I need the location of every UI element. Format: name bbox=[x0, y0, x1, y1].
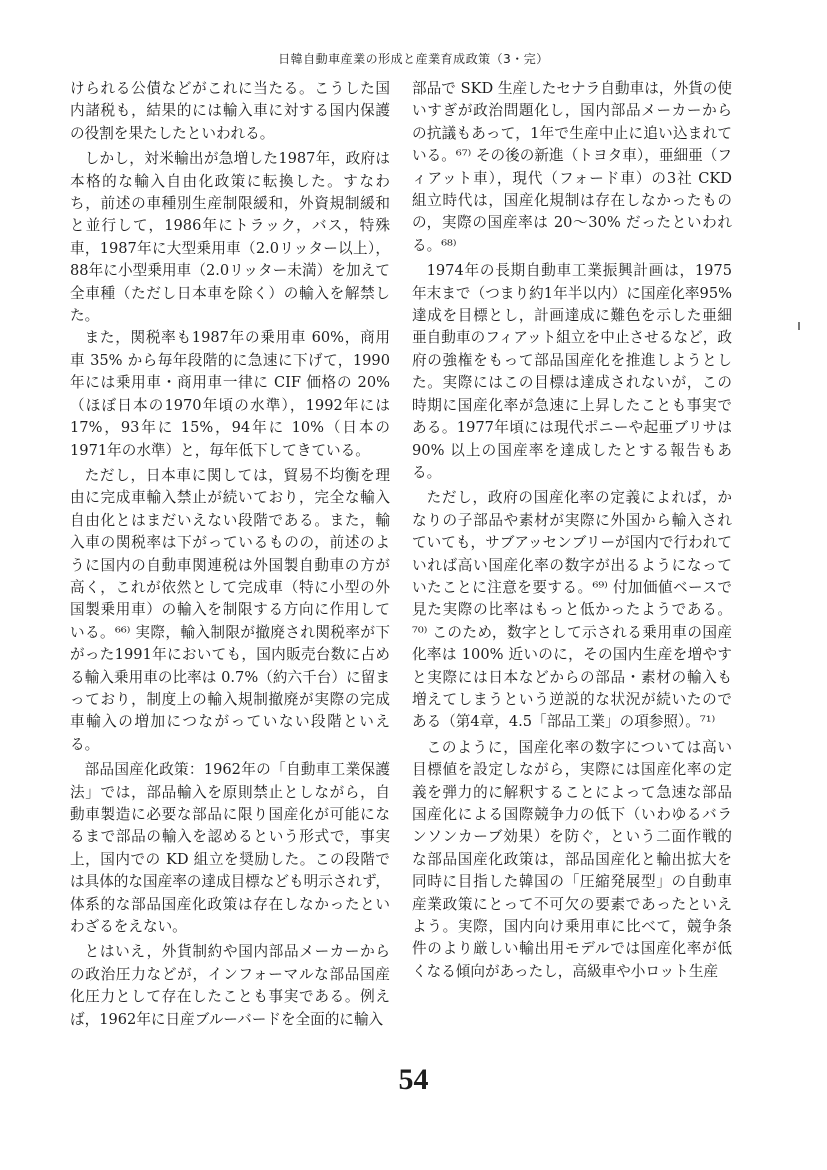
paragraph: とはいえ，外貨制約や国内部品メーカーからの政治圧力などが，インフォーマルな部品国産化圧力として存在したことも事実である。例えば，1962年に日産ブルーバードを全面的に輸入 bbox=[70, 943, 390, 1028]
paragraph: 1974年の長期自動車工業振興計画は，1975年末まで（つまり約1年半以内）に国産化率95%達成を目標とし，計画達成に難色を示した亜細亜自動車のフィアット組立を中止させるなど，政府の強権をもって部品国産化を推進しようとした。実際にはこの目標は達成されないが，この時期に国産化率が急速に上昇したことも事実である。1977年頃には現代ポニーや起亜ブリサは90% 以上の国産率を達成したとする報告もある。 bbox=[412, 262, 732, 481]
running-head: 日韓自動車産業の形成と産業育成政策（3・完） bbox=[278, 52, 549, 66]
paragraph: ただし，日本車に関しては，貿易不均衡を理由に完成車輸入禁止が続いており，完全な輸入自由化とはまだいえない段階である。また，輸入車の関税率は下がっているものの，前述のように国内の自動車関連税は外国製自動車の方が高く，これが依然として完成車（特に小型の外国製乗用車）の輸入を制限する方向に作用している。⁶⁶⁾ 実際，輸入制限が撤廃され関税率が下がった1991年においても，国内販売台数に占める輸入乗用車の比率は 0.7%（約六千台）に留まっており，制度上の輸入規制撤廃が実際の完成車輸入の増加につながっていない段階といえる。 bbox=[70, 466, 390, 753]
paragraph: 部品で SKD 生産したセナラ自動車は，外貨の使いすぎが政治問題化し，国内部品メーカーからの抗議もあって，1年で生産中止に追い込まれている。⁶⁷⁾ その後の新進（トヨタ車），亜細亜（フィアット車），現代（フォード車）の3社 CKD 組立時代は，国産化規制は存在しなかったものの，実際の国産率は 20～30% だったといわれる。⁶⁸⁾ bbox=[412, 80, 732, 254]
right-column bbox=[412, 78, 732, 983]
paragraph: ただし，政府の国産化率の定義によれば，かなりの子部品や素材が実際に外国から輸入されていても，サブアッセンブリーが国内で行われていれば高い国産化率の数字が出るようになっていたことに注意を要する。⁶⁹⁾ 付加価値ベースで見た実際の比率はもっと低かったようである。⁷⁰⁾ このため，数字として示される乗用車の国産化率は 100% 近いのに，その国内生産を増やすと実際には日本などからの部品・素材の輸入も増えてしまうという逆説的な状況が続いたのである（第4章，4.5「部品工業」の項参照）。⁷¹⁾ bbox=[412, 489, 732, 731]
left-column bbox=[70, 78, 390, 1031]
paragraph: このように，国産化率の数字については高い目標値を設定しながら，実際には国産化率の定義を弾力的に解釈することによって急速な部品国産化による国際競争力の低下（いわゆるバランソンカーブ効果）を防ぐ，という二面作戦的な部品国産化政策は，部品国産化と輸出拡大を同時に目指した韓国の「圧縮発展型」の自動車産業政策にとって不可欠の要素であったといえよう。実際，国内向け乗用車に比べて，競争条件のより厳しい輸出用モデルでは国産化率が低くなる傾向があったし，高級車や小ロット生産 bbox=[412, 738, 732, 980]
page-number: 54 bbox=[398, 1063, 429, 1096]
paragraph: しかし，対米輸出が急増した1987年，政府は本格的な輸入自由化政策に転換した。すなわち，前述の車種別生産制限緩和，外資規制緩和と並行して，1986年にトラック，バス，特殊車，1987年に大型乗用車（2.0リッター以上），88年に小型乗用車（2.0リッター未満）を加えて全車種（ただし日本車を除く）の輸入を解禁した。 bbox=[70, 150, 390, 325]
paragraph: けられる公債などがこれに当たる。こうした国内諸税も，結果的には輸入車に対する国内保護の役割を果たしたといわれる。 bbox=[70, 80, 390, 142]
paragraph: 部品国産化政策：1962年の「自動車工業保護法」では，部品輸入を原則禁止としながら，自動車製造に必要な部品に限り国産化が可能になるまで部品の輸入を認めるという形式で，事実上，国内での KD 組立を奨励した。この段階では具体的な国産率の達成目標なども明示されず，体系的な部品国産化政策は存在しなかったといわざるをえない。 bbox=[70, 761, 390, 936]
paragraph: また，関税率も1987年の乗用車 60%，商用車 35% から毎年段階的に急速に下げて，1990年には乗用車・商用車一律に CIF 価格の 20%（ほぼ日本の1970年頃の水準），1992年には17%，93年に 15%，94年に 10%（日本の1971年の水準）と，毎年低下してきている。 bbox=[70, 329, 390, 459]
scan-mark bbox=[798, 322, 800, 330]
